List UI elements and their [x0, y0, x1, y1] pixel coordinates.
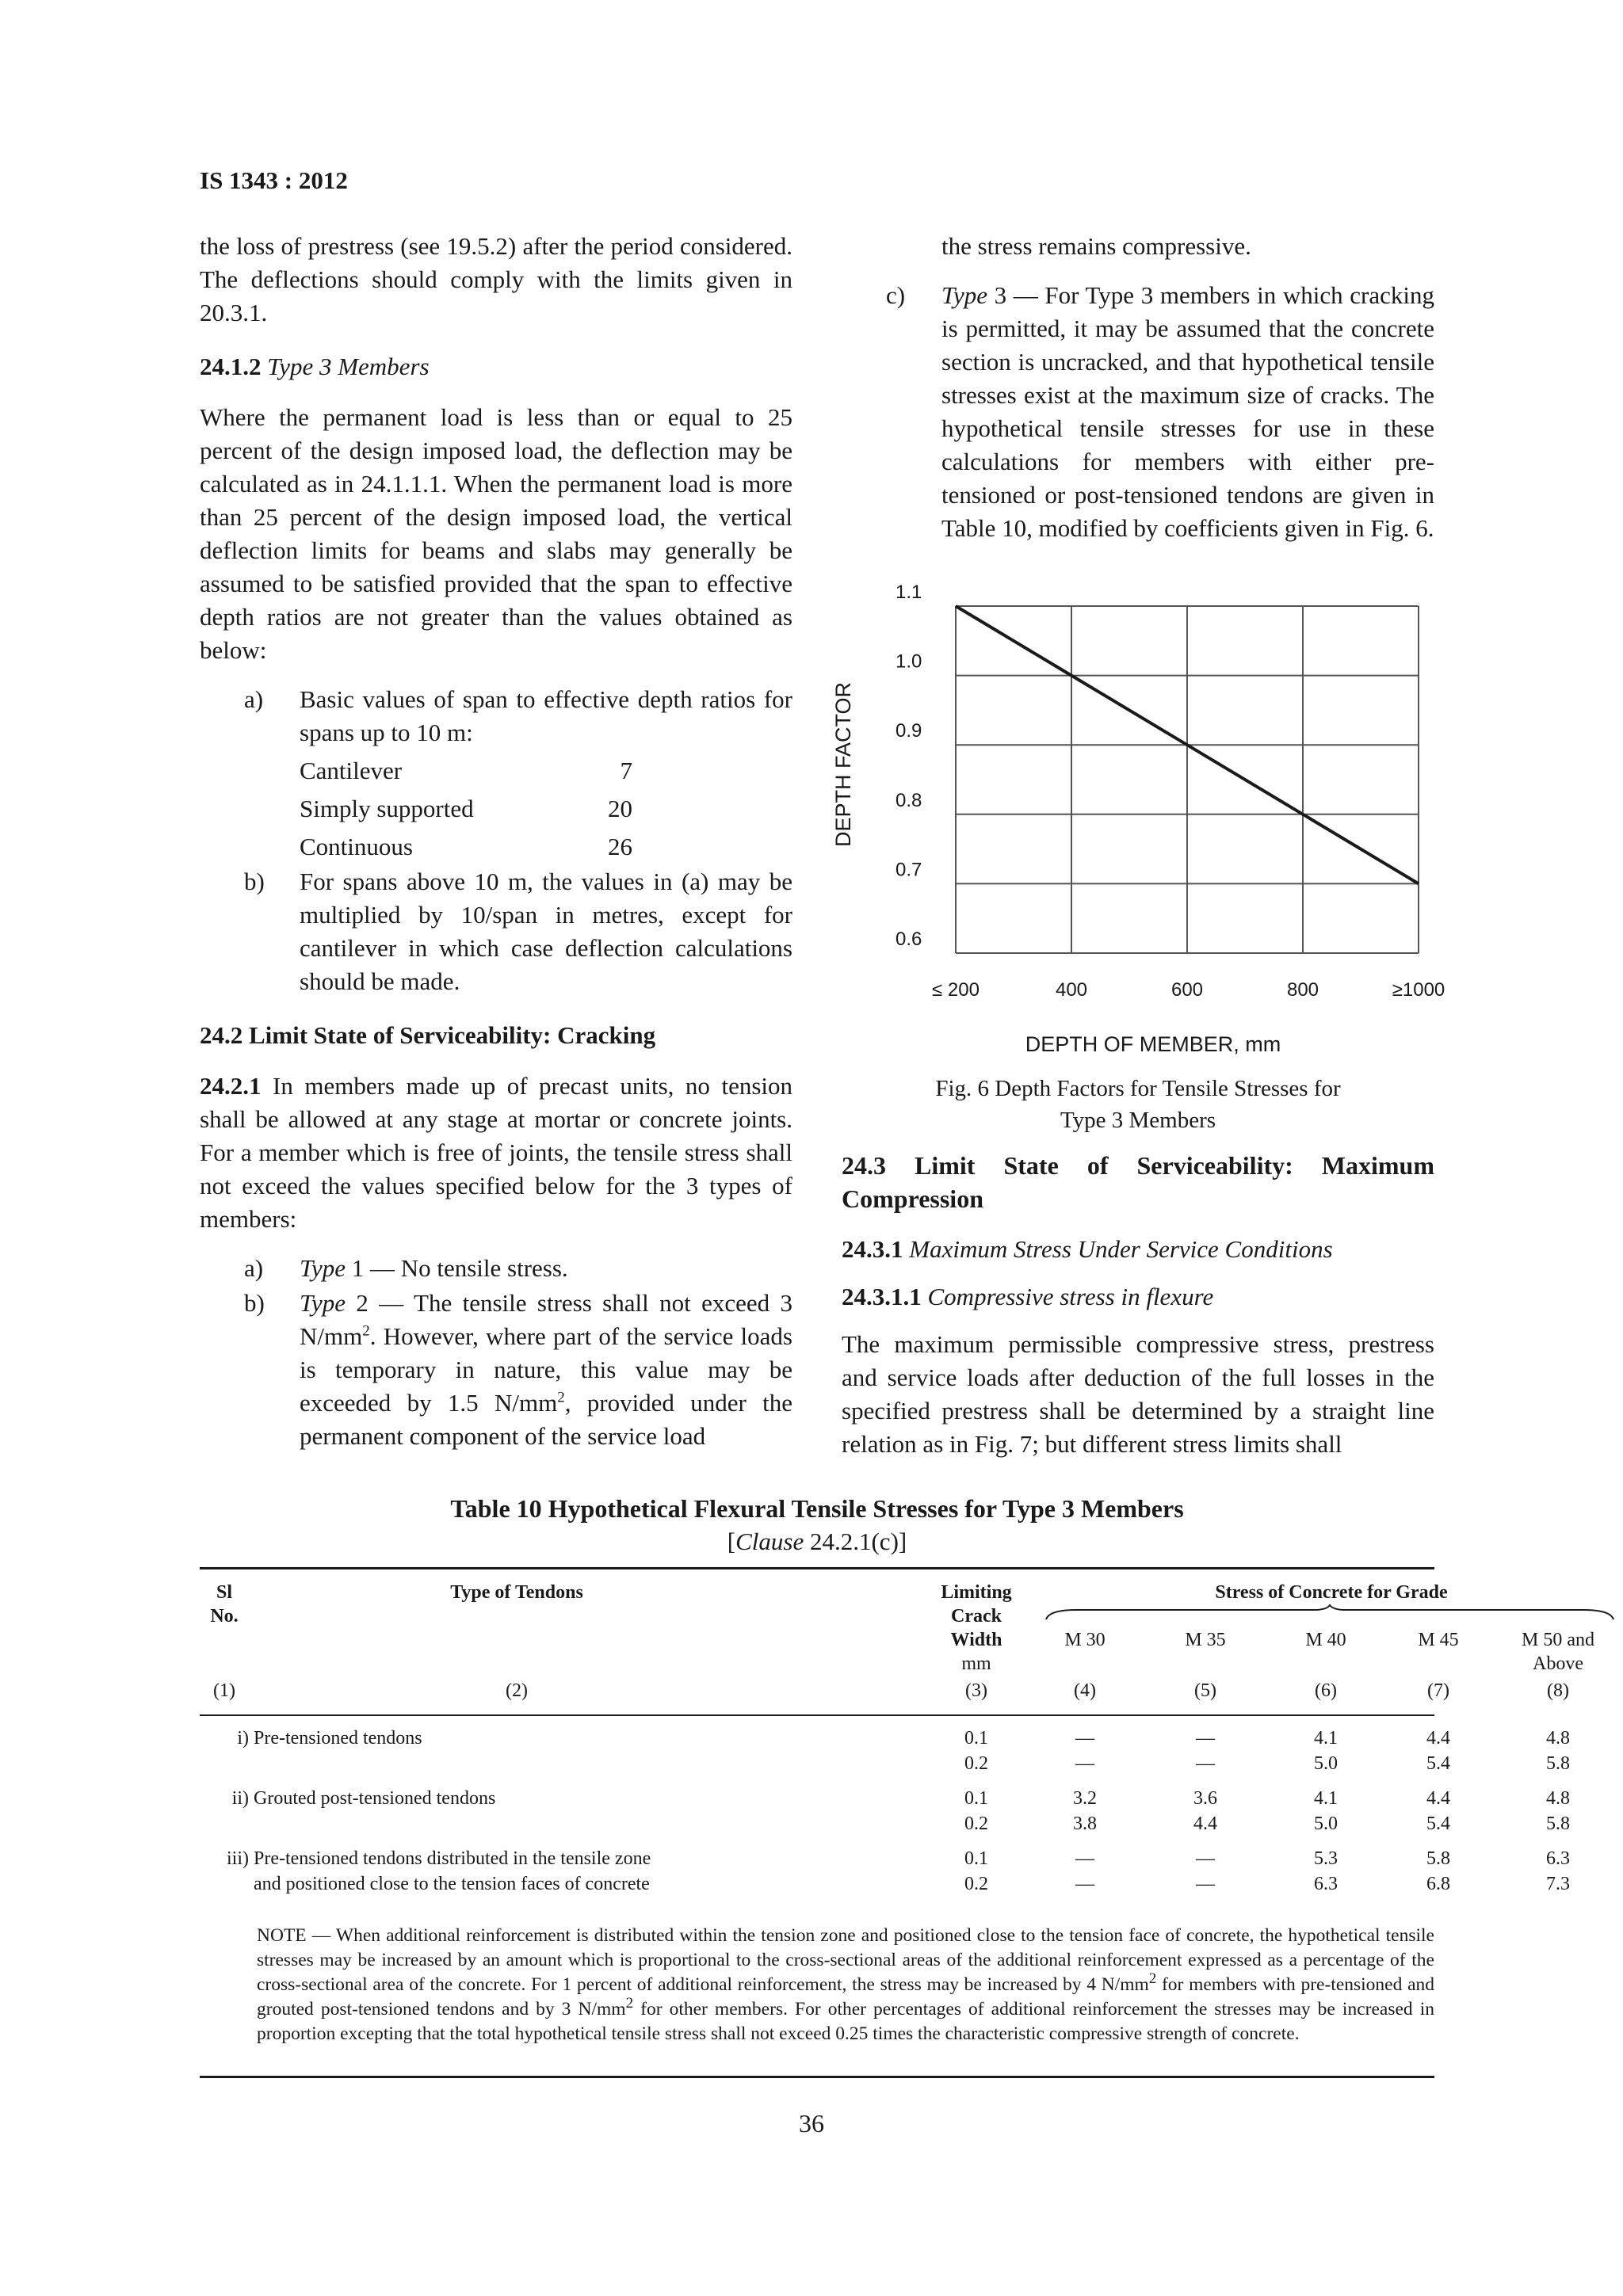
table-cell: 5.8 — [1426, 1848, 1450, 1869]
chart-y-axis-label: DEPTH FACTOR — [831, 681, 855, 848]
header-type-of-tendons: Type of Tendons — [450, 1582, 583, 1603]
table-cell: 6.3 — [1546, 1848, 1570, 1869]
table-row-sl: iii) — [227, 1848, 249, 1869]
right-column-bottom — [842, 1149, 1434, 1477]
table-cell: — — [1196, 1753, 1215, 1774]
header-brace — [1044, 1604, 1615, 1623]
chart-y-tick-label: 0.7 — [896, 859, 922, 881]
type-label: Type — [941, 281, 987, 309]
ratio-value: 26 — [608, 833, 632, 860]
paragraph-continuation: the stress remains compressive. — [941, 232, 1251, 260]
superscript: 2 — [557, 1389, 565, 1406]
col-num-8: (8) — [1547, 1680, 1569, 1701]
heading-24-2: 24.2 Limit State of Serviceability: Cracking — [200, 1021, 656, 1049]
table-note — [257, 1924, 1434, 2046]
paragraph-type3-deflection: Where the permanent load is less than or equal to 25 percent of the design imposed load, the deflection may be calculated as in 24.1.1.1. When the permanent load is more than 25 percent of the design imposed load, the vertical deflection limits for beams and slabs may generally be assumed to be satisfied provided that the span to effective depth ratios are not greater than the values obtained as below: — [200, 403, 792, 664]
table-cell: 4.4 — [1426, 1788, 1450, 1809]
list-text: , provided under the permanent component of the service load — [300, 1389, 792, 1450]
chart-y-tick-label: 0.9 — [896, 720, 922, 742]
list-item-a — [200, 683, 792, 864]
chart-y-tick-label: 0.6 — [896, 929, 922, 950]
table-cell: 0.2 — [964, 1753, 988, 1774]
list-item-type1 — [200, 1252, 792, 1285]
col-num-6: (6) — [1315, 1680, 1337, 1701]
list-marker: a) — [244, 685, 264, 713]
figure-caption — [842, 1073, 1434, 1136]
table-cell: 3.6 — [1193, 1788, 1217, 1809]
note-text: for other members. For other percentages of additional reinforcement the stresses may be increased in proportion excepting that the total hypothetical tensile stress shall not exceed 0.25 times the characteristic compressive strength of concrete. — [257, 1999, 1434, 2044]
paragraph-text: In members made up of precast units, no tension shall be allowed at any stage at mortar or concrete joints. For a member which is free of joints, the tensile stress shall not exceed the values specified below for the 3 types of members: — [200, 1072, 793, 1233]
chart-y-tick-label: 0.8 — [896, 789, 922, 811]
list-marker: a) — [244, 1254, 264, 1282]
header-grade-m45: M 45 — [1418, 1630, 1459, 1650]
col-num-3: (3) — [965, 1680, 987, 1701]
ratio-row-continuous — [300, 830, 632, 864]
clause-label: Clause — [735, 1527, 804, 1555]
table-bottom-rule — [200, 2076, 1434, 2078]
header-grade-m30: M 30 — [1064, 1630, 1106, 1650]
list-text: 2 — The tensile stress shall not exceed 3 N/mm — [300, 1289, 792, 1350]
chart-x-tick-label: ≥1000 — [1392, 979, 1445, 1001]
header-no: No. — [210, 1606, 239, 1627]
list-item-b — [200, 865, 792, 998]
chart-x-tick-label: 600 — [1170, 979, 1204, 1001]
heading-number: 24.3.1.1 — [842, 1283, 922, 1310]
list-marker: c) — [886, 281, 906, 309]
table-cell: 3.2 — [1073, 1788, 1097, 1809]
table-cell: — — [1196, 1728, 1215, 1749]
table-cell: 4.1 — [1314, 1728, 1338, 1749]
clause-reference: 24.2.1(c)] — [804, 1527, 907, 1555]
table-top-rule — [200, 1567, 1434, 1569]
heading-24-3: 24.3 Limit State of Serviceability: Maximum Compression — [842, 1151, 1434, 1213]
chart-x-tick-label: 400 — [1055, 979, 1088, 1001]
chart-grid — [956, 606, 1419, 953]
heading-number: 24.1.2 — [200, 353, 262, 380]
table-cell: 4.8 — [1546, 1788, 1570, 1809]
paragraph-loss-of-prestress: the loss of prestress (see 19.5.2) after the period considered. The deflections should comply with the limits given in 20.3.1. — [200, 232, 792, 326]
chart-x-tick-label: 800 — [1286, 979, 1319, 1001]
table-cell: 5.4 — [1426, 1753, 1450, 1774]
member-type-list — [200, 1252, 792, 1453]
paragraph-max-compressive-stress: The maximum permissible compressive stress, prestress and service loads after deduction of the full losses in the specified prestress shall be determined by a straight line relation as in Fig. 7; but different stress limits shall — [842, 1330, 1434, 1458]
table-header-rule — [200, 1714, 1434, 1716]
heading-title: Maximum Stress Under Service Conditions — [909, 1235, 1333, 1263]
table-row-desc-cont: and positioned close to the tension faces of concrete — [254, 1874, 650, 1894]
table-cell: 5.0 — [1314, 1753, 1338, 1774]
list-text: 3 — For Type 3 members in which cracking is permitted, it may be assumed that the concrete section is uncracked, and that hypothetical tensile stresses exist at the maximum size of cracks. The hypothetical tensile stresses for use in these calculations for members with either pre-tensioned or post-tensioned tendons are given in Table 10, modified by coefficients given in Fig. 6. — [941, 281, 1434, 542]
superscript: 2 — [625, 1995, 634, 2012]
ratio-value: 7 — [620, 757, 632, 784]
note-text: NOTE — When additional reinforcement is distributed within the tension zone and positioned close to the tension face of concrete, the hypothetical tensile stresses may be increased by an amount which is proportional to the cross-sectional areas of the additional reinforcement expressed as a percentage of the cross-sectional area of the concrete. For 1 percent of additional reinforcement, the stress may be increased by 4 N/mm — [257, 1925, 1434, 1995]
paragraph-precast-units — [200, 1070, 792, 1236]
list-text: Basic values of span to effective depth ratios for spans up to 10 m: — [300, 685, 792, 746]
col-num-2: (2) — [506, 1680, 528, 1701]
table-cell: — — [1196, 1874, 1215, 1894]
table-cell: 7.3 — [1546, 1874, 1570, 1894]
ratio-value: 20 — [608, 795, 632, 822]
chart-x-ticks — [932, 979, 1445, 1001]
list-item-type2 — [200, 1287, 792, 1453]
header-grade-m40: M 40 — [1305, 1630, 1346, 1650]
table-cell: 5.8 — [1546, 1814, 1570, 1834]
chart-x-axis-label: DEPTH OF MEMBER, mm — [1025, 1032, 1281, 1056]
type-label: Type — [300, 1289, 346, 1317]
header-grade-m50: M 50 and — [1522, 1630, 1594, 1650]
table-cell: 4.1 — [1314, 1788, 1338, 1809]
table-cell: 4.8 — [1546, 1728, 1570, 1749]
col-num-7: (7) — [1427, 1680, 1449, 1701]
ratio-row-cantilever — [300, 754, 632, 788]
heading-number: 24.3.1 — [842, 1235, 903, 1263]
list-text: . However, where part of the service loads is temporary in nature, this value may be exceeded by 1.5 N/mm — [300, 1322, 792, 1417]
superscript: 2 — [362, 1322, 370, 1340]
col-num-1: (1) — [213, 1680, 235, 1701]
table-cell: 4.4 — [1193, 1814, 1217, 1834]
col-num-4: (4) — [1074, 1680, 1096, 1701]
list-marker: b) — [244, 1289, 265, 1317]
table-cell: 3.8 — [1073, 1814, 1097, 1834]
table-cell: 4.4 — [1426, 1728, 1450, 1749]
heading-title: Type 3 Members — [267, 353, 430, 380]
table-cell: 6.8 — [1426, 1874, 1450, 1894]
table-row-sl: i) — [237, 1728, 249, 1749]
right-column-top — [842, 230, 1434, 559]
header-sl: Sl — [216, 1582, 232, 1603]
table-cell: 0.1 — [964, 1848, 988, 1869]
table-cell: — — [1075, 1753, 1094, 1774]
section-number: 24.2.1 — [200, 1072, 262, 1100]
header-limiting: Limiting — [941, 1582, 1012, 1603]
chart-x-tick-label: ≤ 200 — [932, 979, 980, 1001]
table-row-sl: ii) — [231, 1788, 249, 1809]
table-cell: 6.3 — [1314, 1874, 1338, 1894]
table-cell: — — [1075, 1874, 1094, 1894]
list-text: 1 — No tensile stress. — [351, 1254, 568, 1282]
ratio-row-simply-supported — [300, 792, 632, 826]
type-label: Type — [300, 1254, 346, 1282]
list-text: For spans above 10 m, the values in (a) may be multiplied by 10/span in metres, except for cantilever in which case deflection calculations should be made. — [300, 868, 792, 995]
heading-24-3-1 — [842, 1233, 1434, 1266]
header-above: Above — [1533, 1653, 1583, 1674]
ratio-label: Cantilever — [300, 757, 403, 784]
chart-y-tick-label: 1.0 — [896, 650, 922, 673]
table-cell: 0.1 — [964, 1788, 988, 1809]
table-clause — [200, 1527, 1434, 1556]
ratio-label: Simply supported — [300, 795, 474, 822]
table-cell: 5.0 — [1314, 1814, 1338, 1834]
table-cell: 5.3 — [1314, 1848, 1338, 1869]
table-cell: — — [1196, 1848, 1215, 1869]
header-width: Width — [950, 1630, 1002, 1650]
header-mm: mm — [961, 1653, 991, 1674]
clause-bracket: [ — [727, 1527, 736, 1555]
table-cell: 0.1 — [964, 1728, 988, 1749]
table-row-desc: Pre-tensioned tendons distributed in the tensile zone — [254, 1848, 651, 1869]
table-cell: — — [1075, 1848, 1094, 1869]
header-stress-of-concrete: Stress of Concrete for Grade — [1215, 1582, 1448, 1603]
chart-y-ticks — [896, 582, 922, 950]
document-header: IS 1343 : 2012 — [200, 166, 348, 194]
table-row-desc: Pre-tensioned tendons — [254, 1728, 422, 1749]
list-item-type3 — [842, 279, 1434, 545]
table-cell: 5.8 — [1546, 1753, 1570, 1774]
heading-24-1-2 — [200, 350, 792, 383]
table-cell: 5.4 — [1426, 1814, 1450, 1834]
depth-factor-chart — [827, 582, 1461, 1058]
table-title: Table 10 Hypothetical Flexural Tensile Stresses for Type 3 Members — [450, 1494, 1184, 1523]
table-cell: — — [1075, 1728, 1094, 1749]
table-cell: 0.2 — [964, 1874, 988, 1894]
note-text: for members with pre-tensioned and grouted post-tensioned tendons and by 3 N/mm — [257, 1974, 1434, 2019]
page-number: 36 — [799, 2109, 824, 2138]
type3-list — [842, 279, 1434, 545]
ratio-list — [200, 683, 792, 998]
chart-y-tick-label: 1.1 — [896, 582, 922, 603]
heading-24-3-1-1 — [842, 1280, 1434, 1314]
caption-line-2: Type 3 Members — [1060, 1108, 1216, 1133]
left-column — [200, 230, 792, 1467]
heading-title: Compressive stress in flexure — [927, 1283, 1214, 1310]
list-marker: b) — [244, 868, 265, 895]
header-grade-m35: M 35 — [1185, 1630, 1226, 1650]
superscript: 2 — [1148, 1970, 1157, 1988]
col-num-5: (5) — [1194, 1680, 1216, 1701]
table-cell: 0.2 — [964, 1814, 988, 1834]
ratio-label: Continuous — [300, 833, 413, 860]
table-row-desc: Grouted post-tensioned tendons — [254, 1788, 496, 1809]
header-crack: Crack — [951, 1606, 1002, 1627]
caption-line-1: Fig. 6 Depth Factors for Tensile Stresses for — [935, 1076, 1341, 1101]
